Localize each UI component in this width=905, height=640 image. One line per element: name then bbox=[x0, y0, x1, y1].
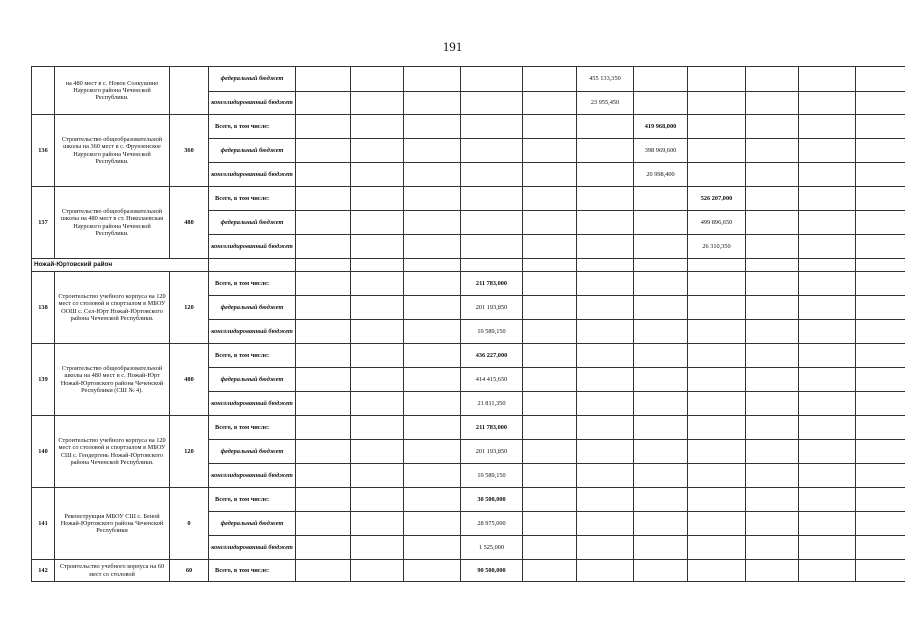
district-heading: Ножай-Юртовский район bbox=[32, 259, 209, 272]
table-row bbox=[32, 416, 905, 440]
consolidated-label: консолидированный бюджет bbox=[209, 235, 296, 259]
consolidated-value: 26 310,350 bbox=[688, 235, 746, 259]
row-number: 139 bbox=[32, 344, 55, 416]
capacity: 360 bbox=[170, 115, 209, 187]
project-name: Строительство общеобразовательной школы на 480 мест в ст. Николаевская Наурского района Чеченской Республики. bbox=[55, 187, 170, 259]
row-number: 142 bbox=[32, 560, 55, 582]
row-number: 136 bbox=[32, 115, 55, 187]
total-value: 436 227,000 bbox=[461, 344, 523, 368]
capacity: 480 bbox=[170, 344, 209, 416]
table-row bbox=[32, 115, 905, 139]
capacity: 60 bbox=[170, 560, 209, 582]
capacity: 480 bbox=[170, 187, 209, 259]
table-row bbox=[32, 67, 905, 92]
project-name: Строительство общеобразовательной школы на 480 мест в с. Ножай-Юрт Ножай-Юртовского района Чеченской Республики (СШ № 4). bbox=[55, 344, 170, 416]
total-label: Всего, в том числе: bbox=[209, 416, 296, 440]
federal-value: 201 193,850 bbox=[461, 296, 523, 320]
table-row bbox=[32, 560, 905, 582]
table-row bbox=[32, 272, 905, 296]
capacity: 120 bbox=[170, 272, 209, 344]
consolidated-label: консолидированный бюджет bbox=[209, 92, 296, 115]
federal-value: 28 975,000 bbox=[461, 512, 523, 536]
total-value: 211 783,000 bbox=[461, 272, 523, 296]
consolidated-value: 10 589,150 bbox=[461, 320, 523, 344]
consolidated-label: консолидированный бюджет bbox=[209, 464, 296, 488]
total-value: 526 207,000 bbox=[688, 187, 746, 211]
table-row bbox=[32, 344, 905, 368]
consolidated-value: 20 998,400 bbox=[634, 163, 688, 187]
total-value: 419 968,000 bbox=[634, 115, 688, 139]
federal-value: 455 133,350 bbox=[577, 67, 634, 92]
budget-table bbox=[31, 66, 905, 582]
page-number: 191 bbox=[442, 39, 463, 54]
project-name: на 480 мест в с. Новое Солкушино Наурского района Чеченской Республики. bbox=[55, 67, 170, 115]
consolidated-label: консолидированный бюджет bbox=[209, 320, 296, 344]
row-number: 141 bbox=[32, 488, 55, 560]
consolidated-label: консолидированный бюджет bbox=[209, 392, 296, 416]
table-row bbox=[32, 187, 905, 211]
consolidated-label: консолидированный бюджет bbox=[209, 163, 296, 187]
consolidated-value: 21 811,350 bbox=[461, 392, 523, 416]
federal-label: федеральный бюджет bbox=[209, 440, 296, 464]
total-value: 211 783,000 bbox=[461, 416, 523, 440]
federal-value: 201 193,850 bbox=[461, 440, 523, 464]
total-label: Всего, в том числе: bbox=[209, 488, 296, 512]
row-number: 137 bbox=[32, 187, 55, 259]
federal-label: федеральный бюджет bbox=[209, 368, 296, 392]
project-name: Строительство учебного корпуса на 60 мест со столовой bbox=[55, 560, 170, 582]
project-name: Реконструкция МБОУ СШ с. Беной Ножай-Юртовского района Чеченской Республики bbox=[55, 488, 170, 560]
federal-label: федеральный бюджет bbox=[209, 67, 296, 92]
federal-label: федеральный бюджет bbox=[209, 512, 296, 536]
total-value: 30 500,000 bbox=[461, 488, 523, 512]
federal-label: федеральный бюджет bbox=[209, 139, 296, 163]
consolidated-value: 23 955,450 bbox=[577, 92, 634, 115]
federal-value: 398 969,600 bbox=[634, 139, 688, 163]
project-name: Строительство учебного корпуса на 120 мест со столовой и спортзалом в МБОУ ООШ с. Сел-Юрт Ножай-Юртовского района Чеченской Республики. bbox=[55, 272, 170, 344]
capacity: 0 bbox=[170, 488, 209, 560]
federal-value: 414 415,650 bbox=[461, 368, 523, 392]
table-row bbox=[32, 488, 905, 512]
total-label: Всего, в том числе: bbox=[209, 560, 296, 582]
total-label: Всего, в том числе: bbox=[209, 187, 296, 211]
federal-value: 499 896,650 bbox=[688, 211, 746, 235]
consolidated-label: консолидированный бюджет bbox=[209, 536, 296, 560]
total-label: Всего, в том числе: bbox=[209, 115, 296, 139]
table-row bbox=[32, 259, 905, 272]
row-number: 138 bbox=[32, 272, 55, 344]
federal-label: федеральный бюджет bbox=[209, 211, 296, 235]
project-name: Строительство учебного корпуса на 120 мест со столовой и спортзалом в МБОУ СШ с. Гендергень Ножай-Юртовского района Чеченской Республики. bbox=[55, 416, 170, 488]
row-number: 140 bbox=[32, 416, 55, 488]
project-name: Строительство общеобразовательной школы на 360 мест в с. Фрунзенское Наурского района Чеченской Республики. bbox=[55, 115, 170, 187]
consolidated-value: 10 589,150 bbox=[461, 464, 523, 488]
total-value: 90 500,000 bbox=[461, 560, 523, 582]
federal-label: федеральный бюджет bbox=[209, 296, 296, 320]
consolidated-value: 1 525,000 bbox=[461, 536, 523, 560]
total-label: Всего, в том числе: bbox=[209, 344, 296, 368]
capacity: 120 bbox=[170, 416, 209, 488]
total-label: Всего, в том числе: bbox=[209, 272, 296, 296]
